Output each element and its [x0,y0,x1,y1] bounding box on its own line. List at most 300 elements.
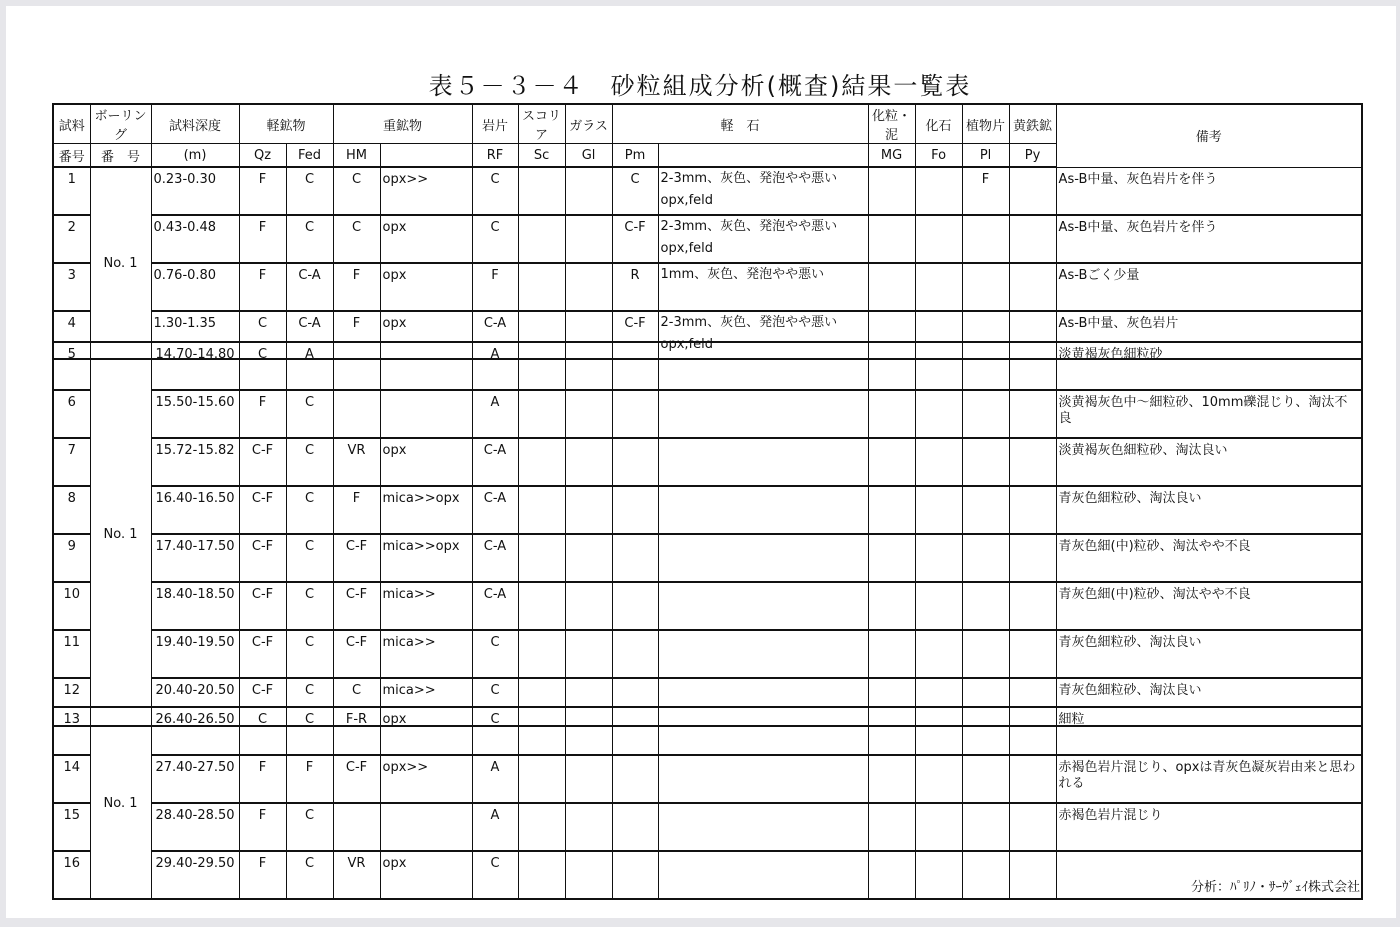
pm-note-cell [658,167,868,215]
fed-cell: C-A [286,263,333,311]
sc-cell [518,707,565,755]
hm-note-cell: opx [380,311,472,359]
fo-cell [915,803,962,851]
results-table-3 [52,706,1363,900]
py-cell [1009,582,1056,630]
py-cell [1009,630,1056,678]
rf-cell: C [472,215,518,263]
header-cell: Py [1009,144,1056,168]
sample-number-cell: 8 [53,486,90,534]
fed-cell: A [286,342,333,390]
pm-note-cell [658,851,868,899]
pl-cell [962,630,1009,678]
depth-cell: 27.40-27.50 [151,755,239,803]
header-cell: ガラス [565,104,612,144]
pm-cell [612,851,658,899]
header-cell [658,144,868,168]
depth-cell: 28.40-28.50 [151,803,239,851]
header-cell: Pm [612,144,658,168]
fo-cell [915,390,962,438]
pm-cell [612,630,658,678]
fed-cell: C [286,630,333,678]
sc-cell [518,438,565,486]
fo-cell [915,342,962,390]
pm-note-cell [658,630,868,678]
fed-cell: C [286,486,333,534]
mg-cell [868,342,915,390]
remark-cell: As-B中量、灰色岩片を伴う [1056,167,1362,215]
hm-cell: C-F [333,630,380,678]
header-cell: Fed [286,144,333,168]
header-cell: (m) [151,144,239,168]
table-row [53,630,1362,678]
pm-cell [612,390,658,438]
fed-cell: C [286,167,333,215]
depth-cell: 17.40-17.50 [151,534,239,582]
hm-cell: F [333,486,380,534]
qz-cell: C [239,707,286,755]
header-cell: Qz [239,144,286,168]
table-row [53,438,1362,486]
qz-cell: C [239,311,286,359]
fed-cell: C [286,678,333,726]
rf-cell: C [472,167,518,215]
sample-number-cell: 7 [53,438,90,486]
sc-cell [518,582,565,630]
pl-cell [962,342,1009,390]
rf-cell: C [472,707,518,755]
pm-note-line: opx,feld [660,337,714,352]
fo-cell [915,263,962,311]
pm-cell: C [612,167,658,215]
py-cell [1009,342,1056,390]
remark-cell: 青灰色細粒砂、淘汰良い [1056,678,1362,726]
table-row [53,803,1362,851]
pm-note-cell [658,215,868,263]
rf-cell: A [472,390,518,438]
pm-cell [612,438,658,486]
qz-cell: C-F [239,438,286,486]
py-cell [1009,851,1056,899]
remark-cell: 細粒 [1056,707,1362,755]
header-cell [380,144,472,168]
pm-note-cell [658,263,868,311]
hm-cell: C-F [333,582,380,630]
header-cell: ボーリング [90,104,151,144]
sc-cell [518,342,565,390]
py-cell [1009,438,1056,486]
header-cell: Sc [518,144,565,168]
gl-cell [565,755,612,803]
mg-cell [868,851,915,899]
header-cell: 岩片 [472,104,518,144]
fed-cell: C [286,390,333,438]
depth-cell: 18.40-18.50 [151,582,239,630]
header-cell: RF [472,144,518,168]
gl-cell [565,582,612,630]
boring-number-cell: No. 1 [90,167,151,359]
pl-cell [962,707,1009,755]
pm-cell [612,707,658,755]
gl-cell [565,707,612,755]
sample-number-cell: 10 [53,582,90,630]
pm-cell: C-F [612,215,658,263]
rf-cell: C-A [472,582,518,630]
hm-cell: C [333,215,380,263]
py-cell [1009,534,1056,582]
py-cell [1009,707,1056,755]
pm-note-cell [658,582,868,630]
boring-number-cell: No. 1 [90,342,151,726]
pm-note-cell [658,707,868,755]
qz-cell: C-F [239,534,286,582]
depth-cell: 26.40-26.50 [151,707,239,755]
header-cell: 黄鉄鉱 [1009,104,1056,144]
header-cell: MG [868,144,915,168]
results-table-1 [52,103,1363,360]
pm-note-line: opx,feld [660,193,714,208]
hm-note-cell: opx [380,438,472,486]
header-cell: 軽 石 [612,104,868,144]
sample-number-cell: 6 [53,390,90,438]
pl-cell [962,803,1009,851]
sc-cell [518,755,565,803]
py-cell [1009,803,1056,851]
py-cell [1009,755,1056,803]
hm-cell [333,803,380,851]
hm-cell: VR [333,438,380,486]
hm-cell: F-R [333,707,380,755]
qz-cell: C-F [239,678,286,726]
qz-cell: F [239,167,286,215]
pm-cell: R [612,263,658,311]
qz-cell: C-F [239,582,286,630]
fo-cell [915,851,962,899]
pm-cell [612,582,658,630]
sc-cell [518,486,565,534]
pm-cell [612,803,658,851]
pl-cell [962,263,1009,311]
hm-note-cell: opx>> [380,755,472,803]
rf-cell: F [472,263,518,311]
qz-cell: F [239,755,286,803]
pm-note-line: 1mm、灰色、発泡やや悪い [660,267,825,282]
mg-cell [868,390,915,438]
sample-number-cell: 16 [53,851,90,899]
header-cell: HM [333,144,380,168]
table-row [53,390,1362,438]
hm-cell: C-F [333,534,380,582]
sc-cell [518,167,565,215]
fo-cell [915,167,962,215]
remark-cell: 青灰色細(中)粒砂、淘汰やや不良 [1056,582,1362,630]
hm-cell: C-F [333,755,380,803]
remark-cell: 淡黄褐灰色中～細粒砂、10mm礫混じり、淘汰不良 [1056,390,1362,438]
sample-number-cell: 2 [53,215,90,263]
pm-note-cell [658,438,868,486]
mg-cell [868,630,915,678]
pm-note-cell [658,534,868,582]
gl-cell [565,438,612,486]
mg-cell [868,803,915,851]
fed-cell: C [286,438,333,486]
depth-cell: 0.43-0.48 [151,215,239,263]
gl-cell [565,534,612,582]
analysis-credit: 分析：ﾊﾟﾘﾉ・ｻｰｳﾞｪｲ株式会社 [1190,880,1360,895]
fo-cell [915,215,962,263]
py-cell [1009,215,1056,263]
depth-cell: 16.40-16.50 [151,486,239,534]
qz-cell: C [239,342,286,390]
gl-cell [565,215,612,263]
sc-cell [518,534,565,582]
hm-note-cell: opx [380,707,472,755]
header-cell-remarks: 備考 [1056,104,1362,167]
rf-cell: C-A [472,534,518,582]
header-cell: 番 号 [90,144,151,168]
py-cell [1009,390,1056,438]
rf-cell: C [472,851,518,899]
pm-note-cell [658,755,868,803]
remark-cell: As-B中量、灰色岩片を伴う [1056,215,1362,263]
rf-cell: C-A [472,311,518,359]
hm-note-cell: mica>> [380,678,472,726]
table-row [53,851,1362,899]
mg-cell [868,167,915,215]
header-cell: 化石 [915,104,962,144]
remark-cell: 青灰色細粒砂、淘汰良い [1056,630,1362,678]
fo-cell [915,486,962,534]
hm-note-cell: opx [380,263,472,311]
hm-note-cell: mica>> [380,630,472,678]
pm-note-cell [658,390,868,438]
pm-note-line: 2-3mm、灰色、発泡やや悪い [660,315,838,330]
header-cell: 重鉱物 [333,104,472,144]
qz-cell: C-F [239,486,286,534]
fed-cell: C [286,851,333,899]
hm-note-cell: mica>> [380,582,472,630]
sample-number-cell: 15 [53,803,90,851]
hm-cell: F [333,311,380,359]
fed-cell: C-A [286,311,333,359]
remark-cell: 赤褐色岩片混じり [1056,803,1362,851]
header-cell: 化粒・泥 [868,104,915,144]
header-cell: Gl [565,144,612,168]
depth-cell: 0.23-0.30 [151,167,239,215]
qz-cell: C-F [239,630,286,678]
pm-note-line: opx,feld [660,241,714,256]
header-cell: Pl [962,144,1009,168]
depth-cell: 14.70-14.80 [151,342,239,390]
hm-cell: VR [333,851,380,899]
hm-note-cell: mica>>opx [380,534,472,582]
mg-cell [868,438,915,486]
remark-cell: As-B中量、灰色岩片 [1056,311,1362,359]
header-cell: スコリア [518,104,565,144]
pm-cell [612,755,658,803]
remark-cell: 淡黄褐灰色細粒砂、淘汰良い [1056,438,1362,486]
remark-cell: 青灰色細粒砂、淘汰良い [1056,486,1362,534]
hm-note-cell: mica>>opx [380,486,472,534]
sample-number-cell: 14 [53,755,90,803]
fed-cell: C [286,534,333,582]
gl-cell [565,851,612,899]
mg-cell [868,486,915,534]
pl-cell [962,215,1009,263]
pl-cell [962,582,1009,630]
pl-cell [962,486,1009,534]
gl-cell [565,390,612,438]
mg-cell [868,582,915,630]
fo-cell [915,755,962,803]
qz-cell: F [239,215,286,263]
pl-cell [962,851,1009,899]
hm-cell: C [333,167,380,215]
pm-cell [612,486,658,534]
header-row-1 [53,104,1362,144]
pm-note-cell [658,342,868,390]
hm-cell: C [333,678,380,726]
qz-cell: F [239,851,286,899]
sc-cell [518,263,565,311]
sample-number-cell: 1 [53,167,90,215]
hm-cell: F [333,263,380,311]
hm-note-cell [380,390,472,438]
page-title: 表５－３－４ 砂粒組成分析(概査)結果一覧表 [428,72,972,100]
remark-cell: 赤褐色岩片混じり、opxは青灰色凝灰岩由来と思われる [1056,755,1362,803]
table-row [53,263,1362,311]
mg-cell [868,707,915,755]
gl-cell [565,263,612,311]
table-row [53,215,1362,263]
header-cell: Fo [915,144,962,168]
sc-cell [518,803,565,851]
results-table-2 [52,341,1363,727]
header-cell: 試料 [53,104,90,144]
fo-cell [915,438,962,486]
py-cell [1009,486,1056,534]
rf-cell: A [472,755,518,803]
hm-note-cell: opx [380,215,472,263]
pm-note-cell [658,486,868,534]
hm-note-cell [380,803,472,851]
pl-cell [962,755,1009,803]
table-row [53,534,1362,582]
pl-cell: F [962,167,1009,215]
depth-cell: 0.76-0.80 [151,263,239,311]
sc-cell [518,851,565,899]
gl-cell [565,167,612,215]
fo-cell [915,630,962,678]
table-row [53,755,1362,803]
depth-cell: 15.72-15.82 [151,438,239,486]
qz-cell: F [239,263,286,311]
sample-number-cell: 12 [53,678,90,726]
table-row [53,582,1362,630]
fed-cell: C [286,707,333,755]
pm-cell [612,534,658,582]
header-cell: 植物片 [962,104,1009,144]
fo-cell [915,534,962,582]
hm-note-cell [380,342,472,390]
sample-number-cell: 9 [53,534,90,582]
depth-cell: 15.50-15.60 [151,390,239,438]
fed-cell: C [286,215,333,263]
depth-cell: 29.40-29.50 [151,851,239,899]
remark-cell: As-Bごく少量 [1056,263,1362,311]
header-cell: 軽鉱物 [239,104,333,144]
gl-cell [565,803,612,851]
depth-cell: 20.40-20.50 [151,678,239,726]
boring-number-cell: No. 1 [90,707,151,899]
sample-number-cell: 11 [53,630,90,678]
depth-cell: 1.30-1.35 [151,311,239,359]
sample-number-cell: 5 [53,342,90,390]
gl-cell [565,342,612,390]
remark-cell: 淡黄褐灰色細粒砂 [1056,342,1362,390]
fo-cell [915,707,962,755]
pm-cell: C-F [612,311,658,359]
mg-cell [868,215,915,263]
sample-number-cell: 4 [53,311,90,359]
table-row [53,707,1362,755]
mg-cell [868,755,915,803]
sc-cell [518,630,565,678]
rf-cell: A [472,803,518,851]
rf-cell: C [472,630,518,678]
sc-cell [518,215,565,263]
hm-note-cell: opx>> [380,167,472,215]
qz-cell: F [239,390,286,438]
gl-cell [565,630,612,678]
table-row [53,167,1362,215]
hm-cell [333,342,380,390]
header-cell: 番号 [53,144,90,168]
py-cell [1009,263,1056,311]
fed-cell: C [286,803,333,851]
table-row [53,342,1362,390]
pl-cell [962,438,1009,486]
pm-note-line: 2-3mm、灰色、発泡やや悪い [660,219,838,234]
sample-number-cell: 13 [53,707,90,755]
hm-note-cell: opx [380,851,472,899]
pl-cell [962,390,1009,438]
rf-cell: C-A [472,438,518,486]
depth-cell: 19.40-19.50 [151,630,239,678]
pl-cell [962,534,1009,582]
hm-cell [333,390,380,438]
rf-cell: A [472,342,518,390]
remark-cell: 青灰色細(中)粒砂、淘汰やや不良 [1056,534,1362,582]
pm-cell [612,342,658,390]
rf-cell: C [472,678,518,726]
mg-cell [868,534,915,582]
fed-cell: F [286,755,333,803]
sample-number-cell: 3 [53,263,90,311]
py-cell [1009,167,1056,215]
header-cell: 試料深度 [151,104,239,144]
rf-cell: C-A [472,486,518,534]
table-row [53,486,1362,534]
fed-cell: C [286,582,333,630]
pm-note-cell [658,803,868,851]
qz-cell: F [239,803,286,851]
sc-cell [518,390,565,438]
fo-cell [915,582,962,630]
pm-note-line: 2-3mm、灰色、発泡やや悪い [660,171,838,186]
mg-cell [868,263,915,311]
gl-cell [565,486,612,534]
